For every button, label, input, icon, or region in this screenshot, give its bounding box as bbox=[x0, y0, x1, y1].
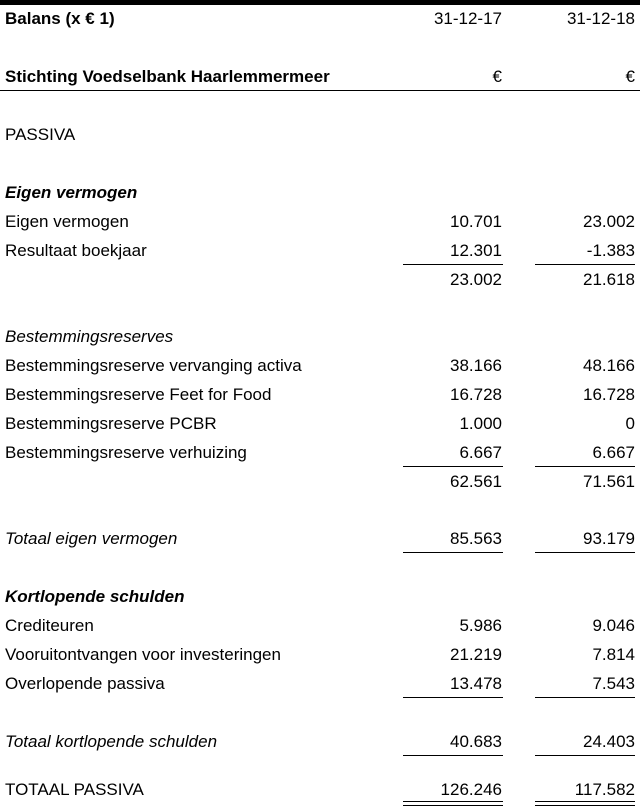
totaal-kortlopende-schulden-2017: 40.683 bbox=[450, 732, 502, 751]
totaal-passiva-label: TOTAAL PASSIVA bbox=[5, 780, 144, 799]
top-border bbox=[0, 0, 640, 5]
subtotal-rule-2017 bbox=[403, 466, 503, 467]
section-title: PASSIVA bbox=[5, 125, 76, 144]
table-row bbox=[0, 239, 640, 263]
col2-date: 31-12-18 bbox=[566, 9, 635, 28]
kortlopende-schulden-heading: Kortlopende schulden bbox=[5, 587, 185, 606]
row-value-2018: 6.667 bbox=[592, 443, 635, 462]
table-row bbox=[0, 354, 640, 378]
subtotal-value-2018: 71.561 bbox=[583, 472, 635, 491]
header-row-title bbox=[0, 7, 640, 31]
totaal-eigen-vermogen-label: Totaal eigen vermogen bbox=[5, 529, 178, 548]
totaal-passiva-2017: 126.246 bbox=[440, 780, 502, 799]
col1-currency: € bbox=[492, 67, 502, 86]
row-label: Overlopende passiva bbox=[5, 674, 165, 693]
col1-date: 31-12-17 bbox=[433, 9, 502, 28]
subtotal-rule-2017 bbox=[403, 697, 503, 698]
row-value-2018: 7.814 bbox=[592, 645, 635, 664]
balance-title: Balans (x € 1) bbox=[5, 9, 115, 28]
section-title-row bbox=[0, 123, 640, 147]
row-value-2017: 12.301 bbox=[450, 241, 502, 260]
totaal-kortlopende-schulden-label: Totaal kortlopende schulden bbox=[5, 732, 218, 751]
subtotal-rule-2018 bbox=[535, 697, 635, 698]
table-row bbox=[0, 672, 640, 696]
bestemmingsreserves-heading-row bbox=[0, 325, 640, 349]
totaal-passiva-2018: 117.582 bbox=[574, 780, 635, 799]
row-value-2017: 6.667 bbox=[459, 443, 502, 462]
total-rule-2017 bbox=[403, 552, 503, 553]
header-row-organisation bbox=[0, 65, 640, 89]
table-row bbox=[0, 210, 640, 234]
total-rule-2018 bbox=[535, 552, 635, 553]
table-row bbox=[0, 614, 640, 638]
total-rule-2018 bbox=[535, 755, 635, 756]
row-value-2017: 5.986 bbox=[459, 616, 502, 635]
eigen-vermogen-heading-row bbox=[0, 181, 640, 205]
row-value-2017: 1.000 bbox=[459, 414, 502, 433]
row-value-2018: 0 bbox=[625, 414, 635, 433]
subtotal-row bbox=[0, 470, 640, 494]
subtotal-rule-2017 bbox=[403, 264, 503, 265]
subtotal-row bbox=[0, 268, 640, 292]
table-row bbox=[0, 383, 640, 407]
row-value-2018: 16.728 bbox=[583, 385, 635, 404]
double-rule-2017 bbox=[403, 801, 503, 806]
table-row bbox=[0, 412, 640, 436]
row-label: Eigen vermogen bbox=[5, 212, 129, 231]
row-label: Bestemmingsreserve vervanging activa bbox=[5, 356, 302, 375]
bestemmingsreserves-heading: Bestemmingsreserves bbox=[5, 327, 174, 346]
row-value-2017: 16.728 bbox=[450, 385, 502, 404]
row-value-2017: 10.701 bbox=[450, 212, 502, 231]
subtotal-rule-2018 bbox=[535, 264, 635, 265]
row-value-2018: 9.046 bbox=[592, 616, 635, 635]
double-rule-2018 bbox=[535, 801, 635, 806]
row-label: Vooruitontvangen voor investeringen bbox=[5, 645, 281, 664]
totaal-kortlopende-schulden-2018: 24.403 bbox=[583, 732, 635, 751]
row-label: Resultaat boekjaar bbox=[5, 241, 147, 260]
header-divider bbox=[0, 90, 640, 91]
totaal-eigen-vermogen-2017: 85.563 bbox=[450, 529, 502, 548]
row-value-2017: 38.166 bbox=[450, 356, 502, 375]
totaal-passiva-row bbox=[0, 778, 640, 802]
totaal-eigen-vermogen-row bbox=[0, 527, 640, 551]
subtotal-rule-2018 bbox=[535, 466, 635, 467]
row-label: Bestemmingsreserve PCBR bbox=[5, 414, 217, 433]
subtotal-value-2017: 62.561 bbox=[450, 472, 502, 491]
table-row bbox=[0, 643, 640, 667]
row-value-2018: 23.002 bbox=[583, 212, 635, 231]
row-value-2018: 7.543 bbox=[592, 674, 635, 693]
total-rule-2017 bbox=[403, 755, 503, 756]
row-label: Bestemmingsreserve verhuizing bbox=[5, 443, 247, 462]
row-label: Bestemmingsreserve Feet for Food bbox=[5, 385, 272, 404]
table-row bbox=[0, 441, 640, 465]
totaal-eigen-vermogen-2018: 93.179 bbox=[583, 529, 635, 548]
subtotal-value-2018: 21.618 bbox=[583, 270, 635, 289]
row-value-2018: 48.166 bbox=[583, 356, 635, 375]
kortlopende-schulden-heading-row bbox=[0, 585, 640, 609]
totaal-kortlopende-schulden-row bbox=[0, 730, 640, 754]
row-value-2017: 13.478 bbox=[450, 674, 502, 693]
row-value-2018: -1.383 bbox=[586, 241, 635, 260]
row-label: Crediteuren bbox=[5, 616, 94, 635]
col2-currency: € bbox=[625, 67, 635, 86]
row-value-2017: 21.219 bbox=[450, 645, 502, 664]
organisation-name: Stichting Voedselbank Haarlemmermeer bbox=[5, 67, 330, 86]
eigen-vermogen-heading: Eigen vermogen bbox=[5, 183, 138, 202]
subtotal-value-2017: 23.002 bbox=[450, 270, 502, 289]
